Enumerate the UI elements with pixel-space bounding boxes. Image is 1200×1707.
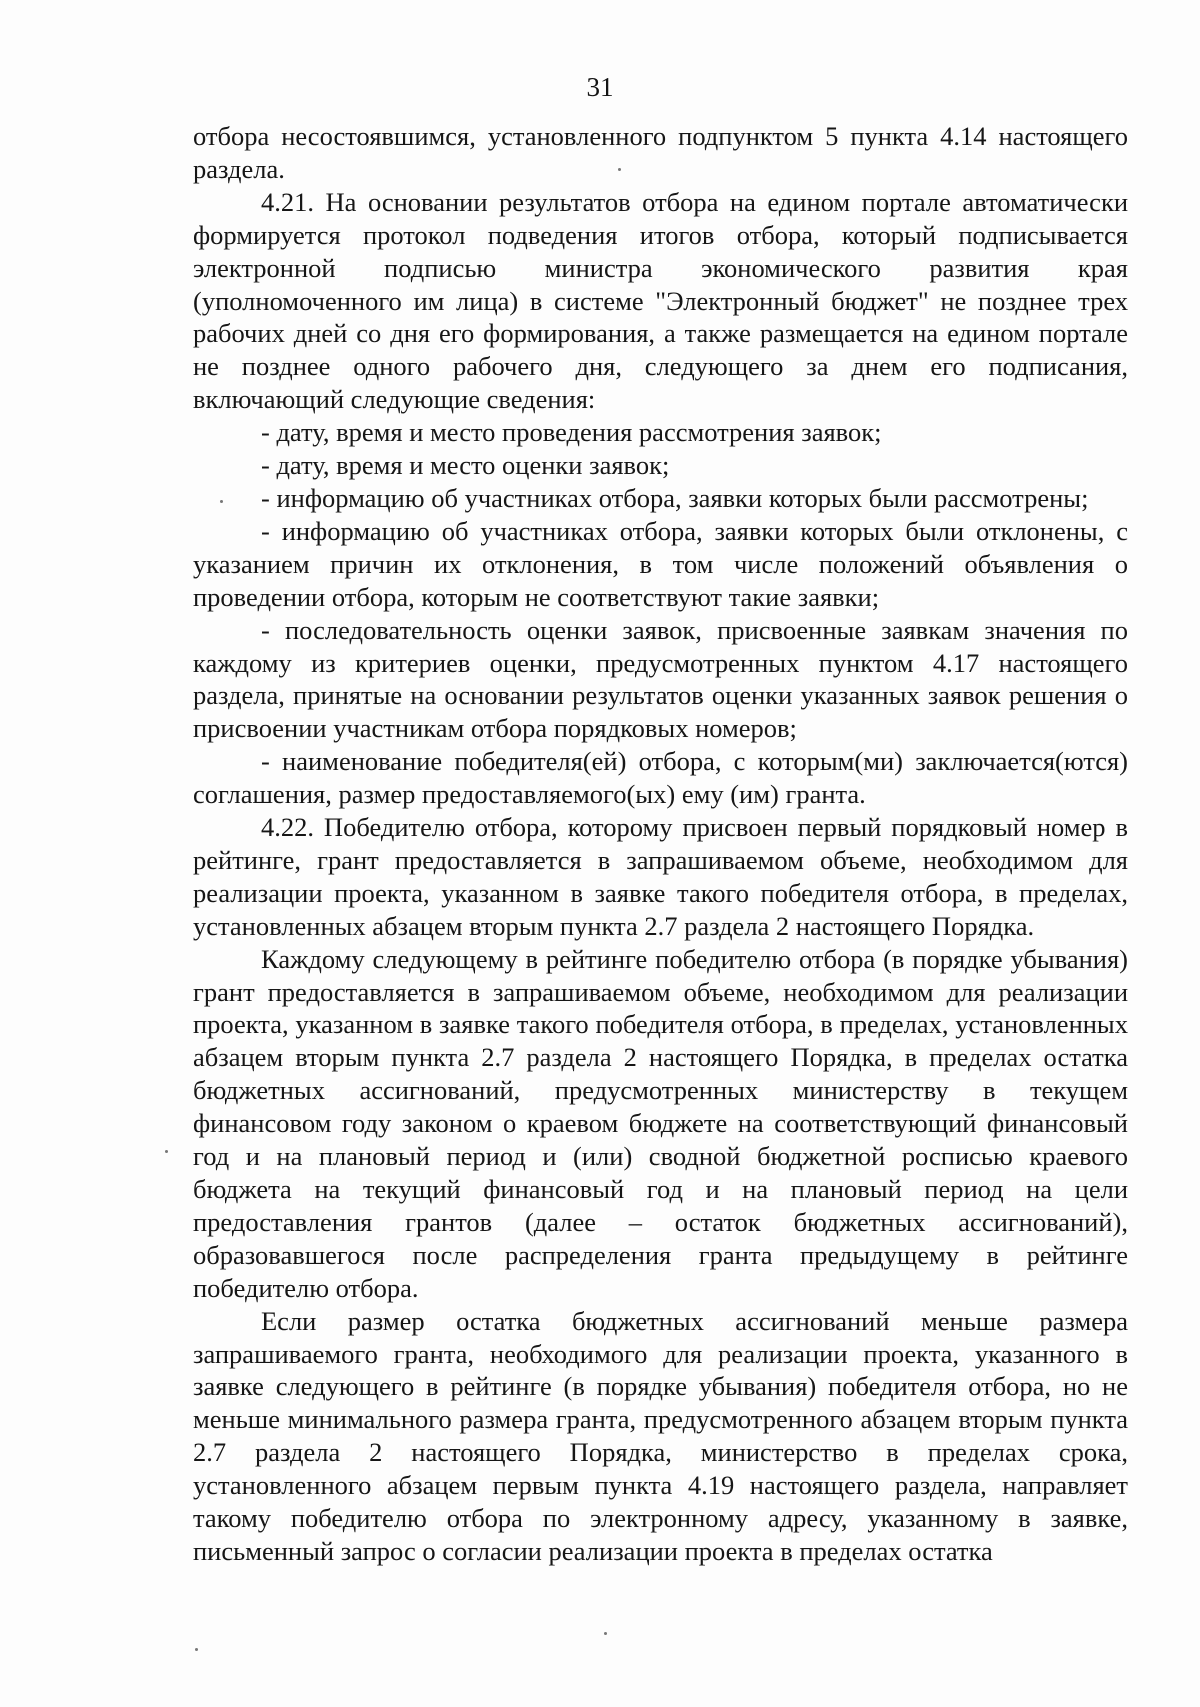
list-item: - последовательность оценки заявок, присвоенные заявкам значения по каждому из критериев оценки, предусмотренных пунктом 4.17 настоящего раздела, принятые на основании результатов оценки указанных заявок решения о присвоении участникам отбора порядковых номеров;: [193, 614, 1128, 744]
scan-speck: [195, 1648, 198, 1651]
paragraph-4-21: 4.21. На основании результатов отбора на едином портале автоматически формируется протокол подведения итогов отбора, который подписывается электронной подписью министра экономического развития края (уполномоченного им лица) в системе "Электронный бюджет" не позднее трех рабочих дней со дня его формирования, а также размещается на едином портале не позднее одного рабочего дня, следующего за днем его подписания, включающий следующие сведения:: [193, 186, 1128, 415]
scan-speck: [220, 500, 223, 503]
paragraph-continuation: отбора несостоявшимся, установленного подпунктом 5 пункта 4.14 настоящего раздела.: [193, 121, 1128, 184]
paragraph: Если размер остатка бюджетных ассигнований меньше размера запрашиваемого гранта, необходимого для реализации проекта, указанного в заявке следующего в рейтинге (в порядке убывания) победителя отбора, но не меньше минимального размера гранта, предусмотренного абзацем вторым пункта 2.7 раздела 2 настоящего Порядка, министерство в пределах срока, установленного абзацем первым пункта 4.19 настоящего раздела, направляет такому победителю отбора по электронному адресу, указанному в заявке, письменный запрос о согласии реализации проекта в пределах остатка: [193, 1305, 1128, 1566]
paragraph: Каждому следующему в рейтинге победителю отбора (в порядке убывания) грант предоставляется в запрашиваемом объеме, необходимом для реализации проекта, указанном в заявке такого победителя отбора, в пределах, установленных абзацем вторым пункта 2.7 раздела 2 настоящего Порядка, в пределах остатка бюджетных ассигнований, предусмотренных министерству в текущем финансовом году законом о краевом бюджете на соответствующий финансовый год и на плановый период и (или) сводной бюджетной росписью краевого бюджета на текущий финансовый год и на плановый период на цели предоставления грантов (далее – остаток бюджетных ассигнований), образовавшегося после распределения гранта предыдущему в рейтинге победителю отбора.: [193, 943, 1128, 1303]
scan-speck: [604, 1632, 607, 1635]
scan-speck: [165, 1150, 168, 1153]
paragraph-4-22: 4.22. Победителю отбора, которому присвоен первый порядковый номер в рейтинге, грант предоставляется в запрашиваемом объеме, необходимом для реализации проекта, указанном в заявке такого победителя отбора, в пределах, установленных абзацем вторым пункта 2.7 раздела 2 настоящего Порядка.: [193, 812, 1128, 941]
page-number: 31: [586, 72, 614, 102]
list-item: - наименование победителя(ей) отбора, с которым(ми) заключается(ются) соглашения, размер предоставляемого(ых) ему (им) гранта.: [193, 746, 1128, 810]
document-body: [193, 120, 1128, 1568]
list-item: - дату, время и место проведения рассмотрения заявок;: [261, 417, 882, 448]
list-item: - информацию об участниках отбора, заявки которых были рассмотрены;: [261, 482, 1089, 513]
list-item: - информацию об участниках отбора, заявки которых были отклонены, с указанием причин их отклонения, в том числе положений объявления о проведении отбора, которым не соответствуют такие заявки;: [193, 515, 1128, 612]
scan-speck: [618, 168, 621, 171]
list-item: - дату, время и место оценки заявок;: [261, 450, 670, 481]
